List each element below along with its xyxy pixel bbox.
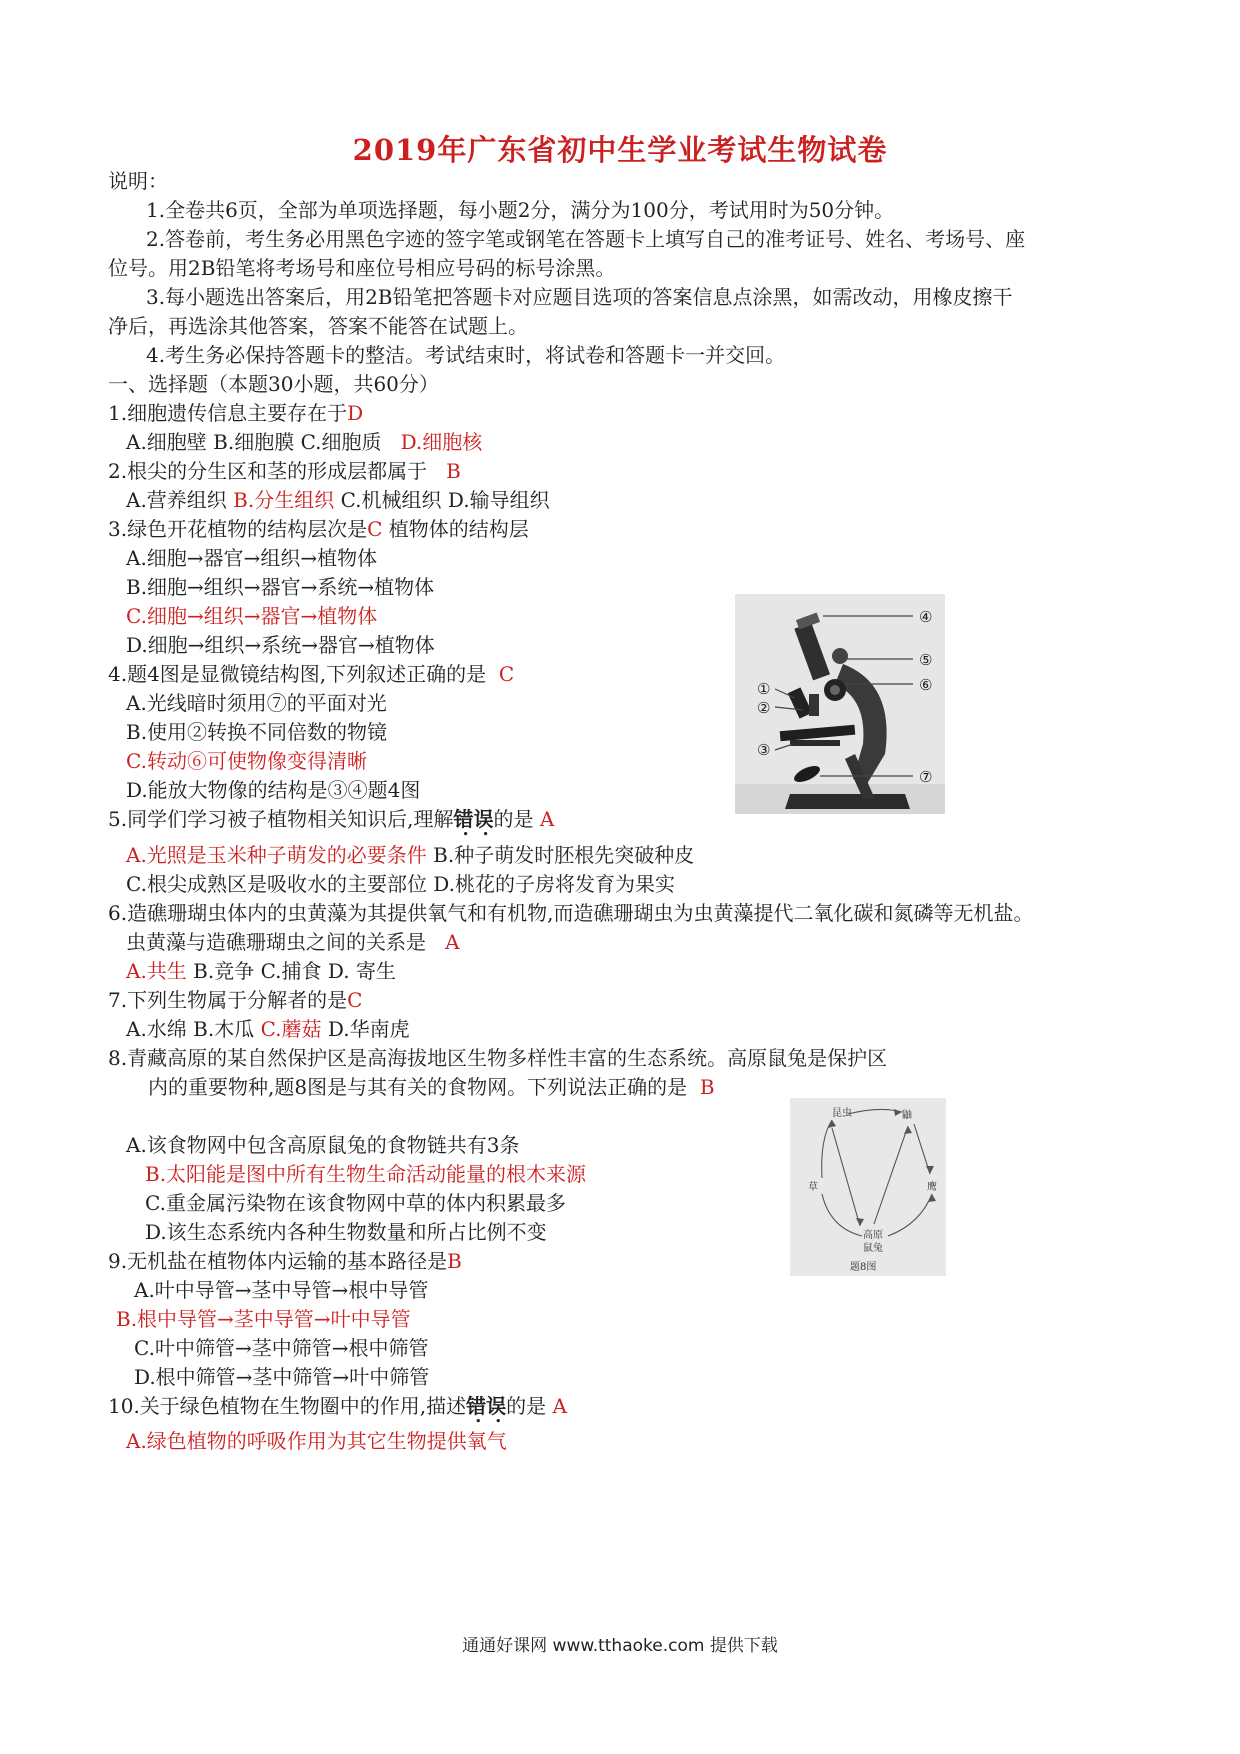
question-stem: 9.无机盐在植物体内运输的基本路径是B	[108, 1249, 462, 1273]
question-stem: 8.青藏高原的某自然保护区是高海拔地区生物多样性丰富的生态系统。高原鼠兔是保护区	[108, 1046, 888, 1070]
question-options: A.营养组织 B.分生组织 C.机械组织 D.输导组织	[126, 488, 550, 512]
figure-label: ③	[757, 741, 771, 759]
food-web-node: 鹰	[927, 1182, 937, 1193]
answer-key: C	[498, 662, 515, 686]
figure-label: ⑤	[919, 651, 933, 669]
figure-label: ④	[919, 608, 933, 626]
food-web-figure	[790, 1098, 946, 1276]
question-stem: 2.根尖的分生区和茎的形成层都属于 B	[108, 459, 461, 483]
page-title: 2019年广东省初中生学业考试生物试卷	[352, 133, 888, 167]
question-options: A.水绵 B.木瓜 C.蘑菇 D.华南虎	[126, 1017, 410, 1041]
intro-item: 净后，再选涂其他答案，答案不能答在试题上。	[108, 314, 528, 338]
correct-option: A.绿色植物的呼吸作用为其它生物提供氧气	[126, 1429, 507, 1453]
question-stem: 5.同学们学习被子植物相关知识后,理解错误的是 A	[108, 807, 555, 831]
food-web-node: 昆虫	[832, 1108, 852, 1119]
answer-key: B	[447, 1249, 462, 1273]
question-option: D.细胞→组织→系统→器官→植物体	[126, 633, 435, 657]
question-stem: 1.细胞遗传信息主要存在于D	[108, 401, 364, 425]
correct-option: B.分生组织	[233, 488, 335, 512]
intro-label: 说明：	[108, 169, 168, 193]
intro-item: 3.每小题选出答案后，用2B铅笔把答题卡对应题目选项的答案信息点涂黑，如需改动，用橡皮擦干	[146, 285, 1013, 309]
question-option: C.叶中筛管→茎中筛管→根中筛管	[134, 1336, 429, 1360]
emphasis-text: 错	[466, 1394, 487, 1418]
microscope-figure	[735, 594, 945, 814]
answer-key: B	[446, 459, 461, 483]
emphasis-text: 错	[453, 807, 474, 831]
question-stem: 3.绿色开花植物的结构层次是C 植物体的结构层	[108, 517, 529, 541]
correct-option: D.细胞核	[400, 430, 483, 454]
question-option: D.能放大物像的结构是③④题4图	[126, 778, 421, 802]
answer-key: C	[347, 988, 363, 1012]
question-stem: 10.关于绿色植物在生物圈中的作用,描述错误的是 A	[108, 1394, 567, 1418]
question-option: D.该生态系统内各种生物数量和所占比例不变	[145, 1220, 547, 1244]
question-option: A.光线暗时须用⑦的平面对光	[126, 691, 387, 715]
correct-option: B.太阳能是图中所有生物生命活动能量的根木来源	[145, 1162, 587, 1186]
question-option: D.根中筛管→茎中筛管→叶中筛管	[134, 1365, 430, 1389]
intro-item: 4.考生务必保持答题卡的整洁。考试结束时，将试卷和答题卡一并交回。	[146, 343, 786, 367]
question-option: A.细胞→器官→组织→植物体	[126, 546, 378, 570]
correct-option: B.根中导管→茎中导管→叶中导管	[116, 1307, 411, 1331]
answer-key: D	[347, 401, 364, 425]
question-stem: 内的重要物种,题8图是与其有关的食物网。下列说法正确的是 B	[148, 1075, 715, 1099]
food-web-node: 高原	[863, 1230, 883, 1241]
answer-key: C	[367, 517, 383, 541]
question-options: A.光照是玉米种子萌发的必要条件 B.种子萌发时胚根先突破种皮	[126, 843, 695, 867]
question-option: A.该食物网中包含高原鼠兔的食物链共有3条	[126, 1133, 520, 1157]
food-web-node: 草	[808, 1182, 818, 1193]
question-option: C.重金属污染物在该食物网中草的体内积累最多	[145, 1191, 566, 1215]
question-option: B.使用②转换不同倍数的物镜	[126, 720, 388, 744]
correct-option: C.蘑菇	[260, 1017, 322, 1041]
question-options: C.根尖成熟区是吸收水的主要部位 D.桃花的子房将发育为果实	[126, 872, 675, 896]
question-stem: 虫黄藻与造礁珊瑚虫之间的关系是 A	[126, 930, 460, 954]
section-heading: 一、选择题（本题30小题，共60分）	[108, 372, 439, 396]
intro-item: 1.全卷共6页，全部为单项选择题，每小题2分，满分为100分，考试用时为50分钟。	[146, 198, 895, 222]
figure-label: ②	[757, 699, 771, 717]
correct-option: A.光照是玉米种子萌发的必要条件	[126, 843, 427, 867]
question-stem: 6.造礁珊瑚虫体内的虫黄藻为其提供氧气和有机物,而造礁珊瑚虫为虫黄藻提代二氧化碳和氮磷等无机盐。	[108, 901, 1034, 925]
answer-key: A	[552, 1394, 567, 1418]
correct-option: C.细胞→组织→器官→植物体	[126, 604, 378, 628]
answer-key: A	[539, 807, 555, 831]
question-options: A.细胞壁 B.细胞膜 C.细胞质 D.细胞核	[126, 430, 483, 454]
intro-item: 位号。用2B铅笔将考场号和座位号相应号码的标号涂黑。	[108, 256, 616, 280]
correct-option: C.转动⑥可使物像变得清晰	[126, 749, 367, 773]
figure-label: ⑦	[919, 768, 933, 786]
intro-item: 2.答卷前，考生务必用黑色字迹的签字笔或钢笔在答题卡上填写自己的准考证号、姓名、考场号、座	[146, 227, 1026, 251]
question-options: A.共生 B.竞争 C.捕食 D. 寄生	[126, 959, 396, 983]
figure-caption: 题8图	[850, 1262, 877, 1273]
answer-key: B	[699, 1075, 715, 1099]
question-option: A.叶中导管→茎中导管→根中导管	[134, 1278, 429, 1302]
emphasis-text: 误	[486, 1394, 507, 1418]
correct-option: A.共生	[126, 959, 187, 983]
food-web-node: 鼠兔	[863, 1243, 883, 1254]
figure-label: ①	[757, 680, 771, 698]
food-web-node: 鼬	[902, 1110, 912, 1121]
emphasis-text: 误	[473, 807, 494, 831]
figure-label: ⑥	[919, 676, 933, 694]
question-stem: 7.下列生物属于分解者的是C	[108, 988, 363, 1012]
question-option: B.细胞→组织→器官→系统→植物体	[126, 575, 435, 599]
answer-key: A	[445, 930, 460, 954]
page-footer: 通通好课网 www.tthaoke.com 提供下载	[462, 1636, 778, 1656]
question-stem: 4.题4图是显微镜结构图,下列叙述正确的是 C	[108, 662, 515, 686]
